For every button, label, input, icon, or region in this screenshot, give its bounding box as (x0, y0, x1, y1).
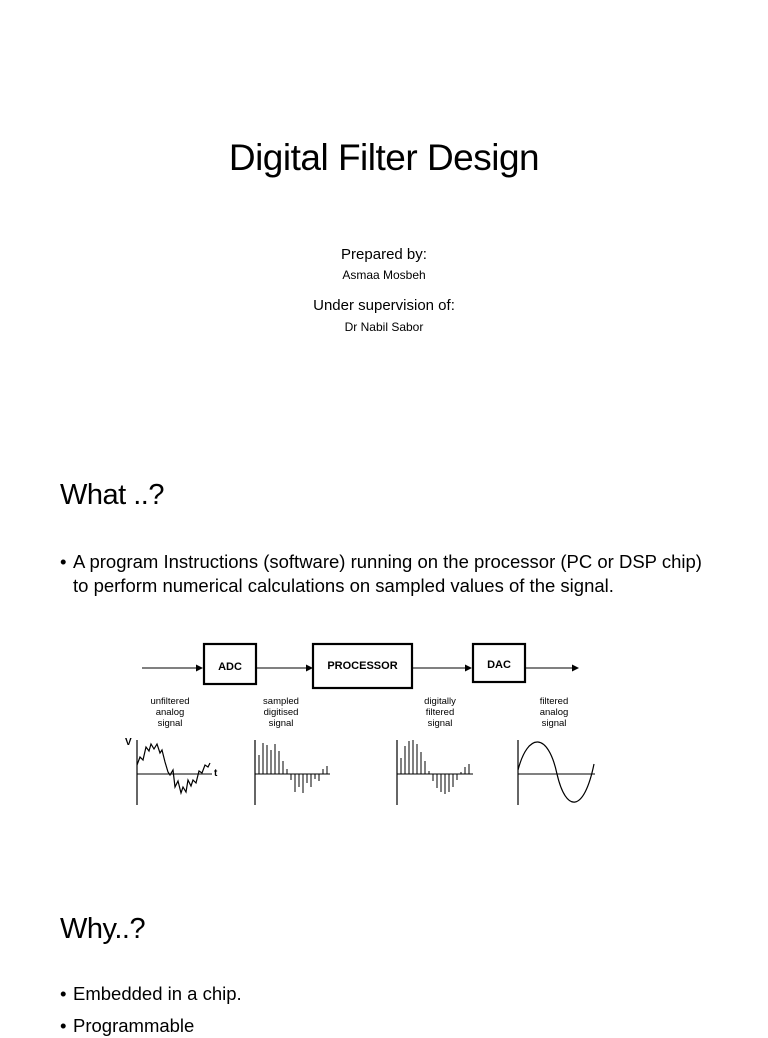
caption-sampled (263, 696, 299, 729)
dac-block (473, 644, 525, 682)
adc-label: ADC (218, 661, 242, 673)
svg-text:unfiltered: unfiltered (150, 696, 190, 707)
supervisor-name: Dr Nabil Sabor (344, 320, 424, 334)
digitally-filtered-plot (397, 740, 473, 805)
sampled-signal-plot (255, 740, 330, 805)
bullet-marker: • (60, 551, 67, 572)
bullet-item (60, 1014, 720, 1038)
svg-text:analog: analog (539, 707, 569, 718)
processor-block (313, 644, 412, 688)
unfiltered-signal-plot (125, 737, 218, 805)
supervision-label: Under supervision of: (313, 297, 455, 314)
filtered-signal-plot (518, 740, 595, 805)
dac-label: DAC (487, 659, 511, 671)
bullet-marker: • (60, 983, 67, 1004)
svg-text:filtered: filtered (539, 696, 569, 707)
svg-text:signal: signal (157, 718, 183, 729)
presentation-title: Digital Filter Design (228, 137, 540, 178)
svg-text:digitally: digitally (424, 696, 456, 707)
caption-filtered (540, 696, 569, 729)
svg-text:signal: signal (427, 718, 453, 729)
svg-text:sampled: sampled (263, 696, 299, 707)
svg-text:signal: signal (541, 718, 567, 729)
adc-block (204, 644, 256, 684)
bullet-item (60, 982, 720, 1006)
bullet-text: Embedded in a chip. (73, 983, 242, 1004)
bullet-marker: • (60, 1015, 67, 1036)
svg-text:digitised: digitised (263, 707, 299, 718)
processor-label: PROCESSOR (327, 660, 398, 672)
what-slide (0, 455, 768, 885)
svg-text:signal: signal (268, 718, 294, 729)
svg-text:filtered: filtered (425, 707, 455, 718)
caption-digitally-filtered (424, 696, 456, 729)
bullet-text: Programmable (73, 1015, 195, 1036)
slide-heading-what: What ..? (60, 479, 164, 511)
title-slide (0, 0, 768, 455)
caption-unfiltered (150, 696, 189, 729)
bullet-text: A program Instructions (software) running on the processor (PC or DSP chip) to perform numerical calculations on sampled values of the signal. (73, 551, 702, 596)
axis-t-label: t (214, 768, 218, 779)
author-name: Asmaa Mosbeh (342, 268, 426, 282)
slide-heading-why: Why..? (60, 913, 146, 945)
prepared-by-label: Prepared by: (341, 246, 427, 263)
svg-text:analog: analog (155, 707, 185, 718)
bullet-item (60, 550, 720, 598)
axis-v-label: V (125, 737, 132, 748)
why-slide (0, 885, 768, 1036)
dsp-block-diagram (120, 640, 610, 805)
